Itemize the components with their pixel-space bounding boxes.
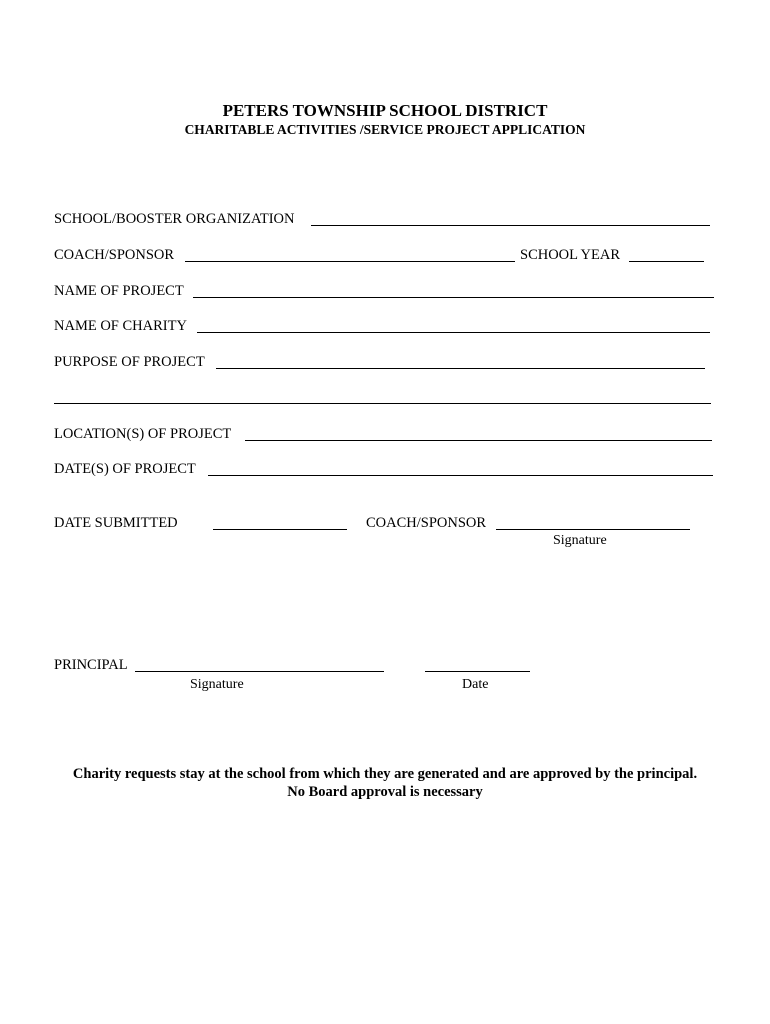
locations-field[interactable] [245,440,712,441]
coach-sponsor-field[interactable] [185,261,515,262]
principal-date-field[interactable] [425,671,530,672]
organization-label: SCHOOL/BOOSTER ORGANIZATION [54,211,295,227]
organization-field[interactable] [311,225,710,226]
purpose-field[interactable] [216,368,705,369]
charity-name-field[interactable] [197,332,710,333]
project-name-label: NAME OF PROJECT [54,283,184,299]
purpose-field-continued[interactable] [54,403,711,404]
school-year-field[interactable] [629,261,704,262]
date-submitted-label: DATE SUBMITTED [54,515,178,531]
approval-note-line2: No Board approval is necessary [287,784,483,800]
school-year-label: SCHOOL YEAR [520,247,621,263]
coach-sponsor-label: COACH/SPONSOR [54,247,175,263]
coach-signature-label: COACH/SPONSOR [366,515,487,531]
purpose-label: PURPOSE OF PROJECT [54,354,205,370]
principal-label: PRINCIPAL [54,657,128,673]
form-title: PETERS TOWNSHIP SCHOOL DISTRICT [222,101,548,120]
approval-note-line1: Charity requests stay at the school from which they are generated and are approved by the principal. [72,766,698,782]
coach-signature-field[interactable] [496,529,690,530]
coach-signature-caption: Signature [553,533,607,548]
principal-signature-caption: Signature [190,677,244,692]
date-submitted-field[interactable] [213,529,347,530]
dates-label: DATE(S) OF PROJECT [54,461,196,477]
locations-label: LOCATION(S) OF PROJECT [54,426,232,442]
charity-name-label: NAME OF CHARITY [54,318,187,334]
principal-signature-field[interactable] [135,671,384,672]
project-name-field[interactable] [193,297,714,298]
dates-field[interactable] [208,475,713,476]
principal-date-caption: Date [462,677,489,692]
form-subtitle: CHARITABLE ACTIVITIES /SERVICE PROJECT APPLICATION [184,122,586,137]
